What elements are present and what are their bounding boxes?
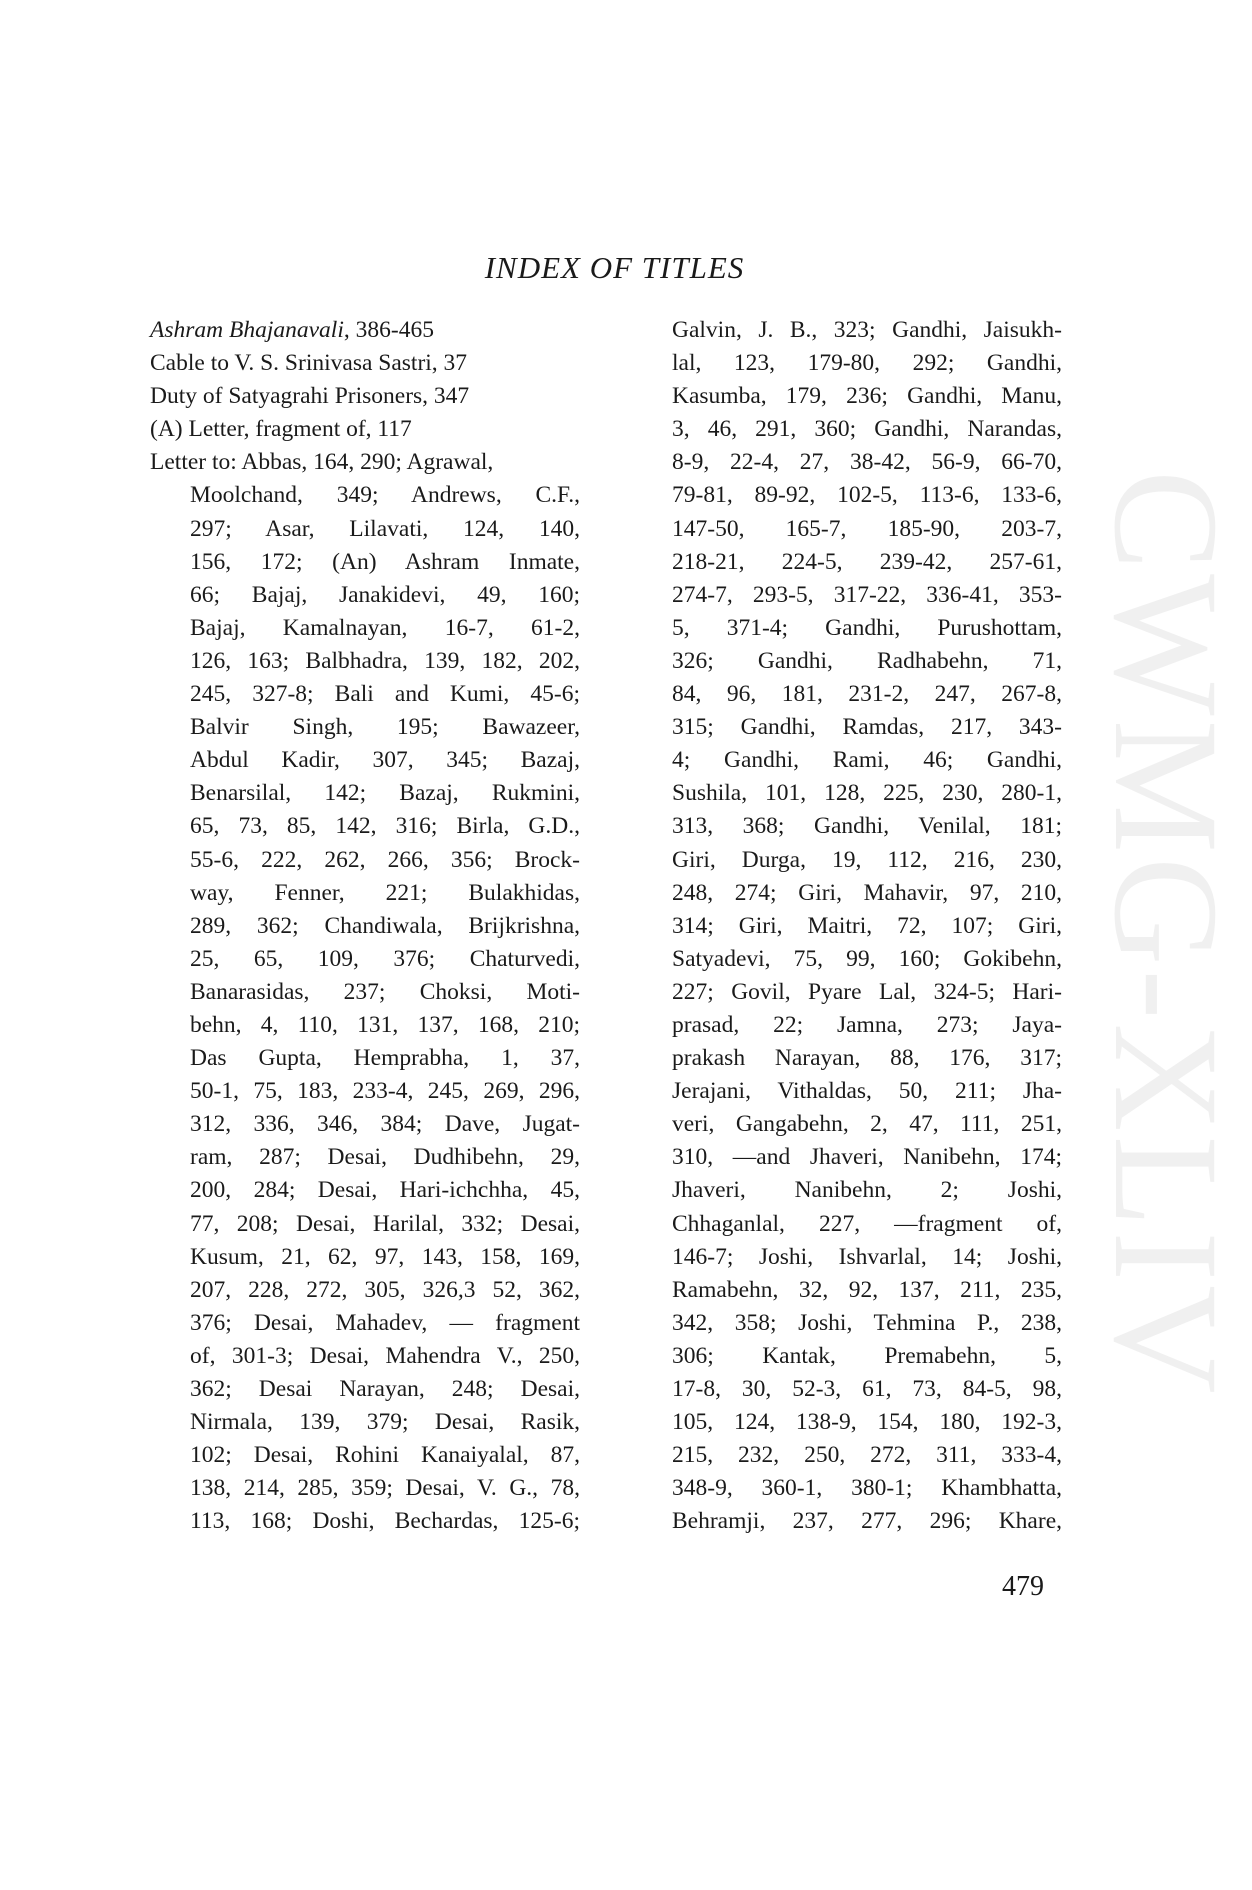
- index-line: 306; Kantak, Premabehn, 5,: [672, 1342, 1062, 1369]
- index-line: 113, 168; Doshi, Bechardas, 125-6;: [190, 1508, 580, 1535]
- index-line: Jhaveri, Nanibehn, 2; Joshi,: [672, 1177, 1062, 1204]
- index-line: 312, 336, 346, 384; Dave, Jugat-: [190, 1111, 580, 1138]
- index-line: Cable to V. S. Srinivasa Sastri, 37: [150, 350, 468, 377]
- index-line: Moolchand, 349; Andrews, C.F.,: [190, 482, 580, 509]
- index-line: Sushila, 101, 128, 225, 230, 280-1,: [672, 780, 1062, 807]
- index-line: Duty of Satyagrahi Prisoners, 347: [150, 383, 470, 410]
- index-entry-pages: , 386-465: [343, 317, 434, 343]
- index-line: 8-9, 22-4, 27, 38-42, 56-9, 66-70,: [672, 449, 1062, 476]
- index-line: Balvir Singh, 195; Bawazeer,: [190, 714, 580, 741]
- index-line: 342, 358; Joshi, Tehmina P., 238,: [672, 1309, 1062, 1336]
- index-line: 274-7, 293-5, 317-22, 336-41, 353-: [672, 581, 1062, 608]
- index-column-right: [672, 314, 1062, 1538]
- index-line: ram, 287; Desai, Dudhibehn, 29,: [190, 1144, 580, 1171]
- index-line: 248, 274; Giri, Mahavir, 97, 210,: [672, 879, 1062, 906]
- index-line: 326; Gandhi, Radhabehn, 71,: [672, 647, 1062, 674]
- index-line: 77, 208; Desai, Harilal, 332; Desai,: [190, 1210, 580, 1237]
- index-line: (A) Letter, fragment of, 117: [150, 416, 412, 443]
- index-line: Abdul Kadir, 307, 345; Bazaj,: [190, 747, 580, 774]
- index-line: 218-21, 224-5, 239-42, 257-61,: [672, 548, 1062, 575]
- index-column-left: [150, 314, 580, 1538]
- index-line: 310, —and Jhaveri, Nanibehn, 174;: [672, 1144, 1062, 1171]
- page-title: INDEX OF TITLES: [484, 250, 745, 285]
- index-line: Ramabehn, 32, 92, 137, 211, 235,: [672, 1276, 1062, 1303]
- index-line: 245, 327-8; Bali and Kumi, 45-6;: [190, 681, 580, 708]
- index-line: [150, 314, 580, 347]
- index-line: 4; Gandhi, Rami, 46; Gandhi,: [672, 747, 1062, 774]
- index-line: 147-50, 165-7, 185-90, 203-7,: [672, 515, 1062, 542]
- index-line: 156, 172; (An) Ashram Inmate,: [190, 548, 580, 575]
- page-number: 479: [1002, 1571, 1044, 1602]
- index-line: 3, 46, 291, 360; Gandhi, Narandas,: [672, 416, 1062, 443]
- index-entry-italic: Ashram Bhajanavali: [150, 317, 344, 343]
- index-line: behn, 4, 110, 131, 137, 168, 210;: [190, 1011, 580, 1038]
- index-line: Banarasidas, 237; Choksi, Moti-: [190, 978, 580, 1005]
- index-line: of, 301-3; Desai, Mahendra V., 250,: [190, 1342, 580, 1369]
- index-line: 315; Gandhi, Ramdas, 217, 343-: [672, 714, 1062, 741]
- index-line: 102; Desai, Rohini Kanaiyalal, 87,: [190, 1442, 580, 1469]
- index-line: Chhaganlal, 227, —fragment of,: [672, 1210, 1062, 1237]
- index-line: Letter to: Abbas, 164, 290; Agrawal,: [150, 449, 494, 476]
- index-line: Das Gupta, Hemprabha, 1, 37,: [190, 1045, 580, 1072]
- index-line: Behramji, 237, 277, 296; Khare,: [672, 1508, 1062, 1535]
- index-line: 227; Govil, Pyare Lal, 324-5; Hari-: [672, 978, 1062, 1005]
- index-line: 55-6, 222, 262, 266, 356; Brock-: [190, 846, 580, 873]
- index-line: Bajaj, Kamalnayan, 16-7, 61-2,: [190, 614, 580, 641]
- index-line: 17-8, 30, 52-3, 61, 73, 84-5, 98,: [672, 1376, 1062, 1402]
- index-line: lal, 123, 179-80, 292; Gandhi,: [672, 350, 1062, 377]
- index-line: 66; Bajaj, Janakidevi, 49, 160;: [190, 581, 580, 608]
- index-line: 348-9, 360-1, 380-1; Khambhatta,: [672, 1475, 1062, 1502]
- index-line: prasad, 22; Jamna, 273; Jaya-: [672, 1011, 1062, 1038]
- index-line: 5, 371-4; Gandhi, Purushottam,: [672, 614, 1062, 641]
- index-line: Galvin, J. B., 323; Gandhi, Jaisukh-: [672, 317, 1062, 343]
- index-line: 105, 124, 138-9, 154, 180, 192-3,: [672, 1409, 1062, 1436]
- index-line: 25, 65, 109, 376; Chaturvedi,: [190, 945, 580, 972]
- index-line: 313, 368; Gandhi, Venilal, 181;: [672, 813, 1062, 840]
- index-line: Nirmala, 139, 379; Desai, Rasik,: [190, 1409, 580, 1436]
- index-line: 50-1, 75, 183, 233-4, 245, 269, 296,: [190, 1078, 580, 1105]
- index-line: prakash Narayan, 88, 176, 317;: [672, 1045, 1062, 1072]
- index-line: 297; Asar, Lilavati, 124, 140,: [190, 515, 580, 542]
- index-line: 84, 96, 181, 231-2, 247, 267-8,: [672, 681, 1062, 708]
- index-line: 215, 232, 250, 272, 311, 333-4,: [672, 1442, 1062, 1469]
- index-line: way, Fenner, 221; Bulakhidas,: [190, 879, 580, 906]
- watermark: [1060, 470, 1249, 1590]
- index-line: 138, 214, 285, 359; Desai, V. G., 78,: [190, 1475, 580, 1502]
- index-line: 376; Desai, Mahadev, — fragment: [190, 1309, 580, 1336]
- watermark-text: CWMG-XLIV: [1083, 470, 1249, 1398]
- index-line: 314; Giri, Maitri, 72, 107; Giri,: [672, 912, 1062, 939]
- index-line: 79-81, 89-92, 102-5, 113-6, 133-6,: [672, 482, 1062, 509]
- index-line: Kusum, 21, 62, 97, 143, 158, 169,: [190, 1243, 580, 1270]
- index-line: Kasumba, 179, 236; Gandhi, Manu,: [672, 383, 1062, 410]
- index-line: Benarsilal, 142; Bazaj, Rukmini,: [190, 780, 580, 807]
- index-line: Giri, Durga, 19, 112, 216, 230,: [672, 846, 1062, 873]
- index-line: 146-7; Joshi, Ishvarlal, 14; Joshi,: [672, 1243, 1062, 1270]
- index-line: 126, 163; Balbhadra, 139, 182, 202,: [190, 647, 580, 674]
- index-line: Satyadevi, 75, 99, 160; Gokibehn,: [672, 945, 1062, 972]
- index-line: 207, 228, 272, 305, 326,3 52, 362,: [190, 1276, 580, 1303]
- index-line: 200, 284; Desai, Hari-ichchha, 45,: [190, 1177, 580, 1204]
- index-line: Jerajani, Vithaldas, 50, 211; Jha-: [672, 1078, 1062, 1105]
- index-line: 362; Desai Narayan, 248; Desai,: [190, 1376, 580, 1402]
- index-line: 65, 73, 85, 142, 316; Birla, G.D.,: [190, 813, 580, 840]
- index-line: veri, Gangabehn, 2, 47, 111, 251,: [672, 1111, 1062, 1138]
- index-line: 289, 362; Chandiwala, Brijkrishna,: [190, 912, 580, 939]
